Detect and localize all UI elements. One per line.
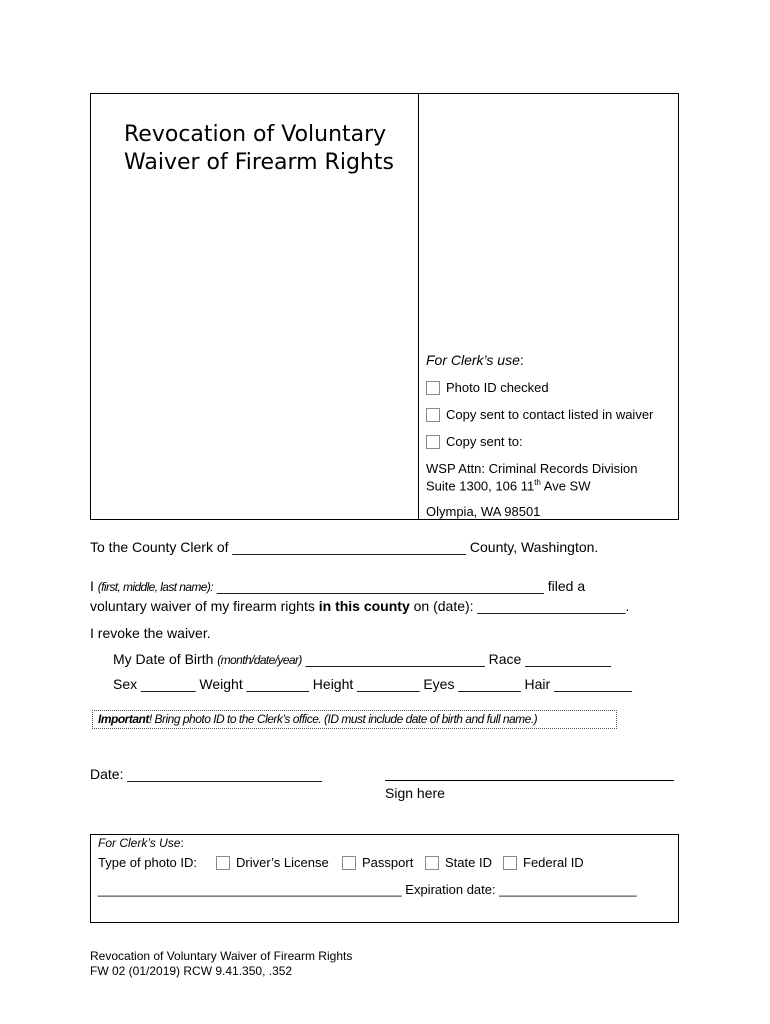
name-prefix: I xyxy=(90,578,98,594)
wsp-address-line2 xyxy=(426,478,590,493)
wsp-address-line2-pre: Suite 1300, 106 11 xyxy=(426,478,535,494)
clerk-box-heading xyxy=(98,836,184,850)
date-field[interactable]: _________________________ xyxy=(127,766,323,782)
waiver-prefix: voluntary waiver of my firearm rights xyxy=(90,598,319,614)
photo-id-type-label: Type of photo ID: xyxy=(98,855,198,870)
copy-sent-contact-label: Copy sent to contact listed in waiver xyxy=(446,407,654,422)
photo-id-checked-checkbox[interactable] xyxy=(426,381,440,395)
date-line xyxy=(90,766,322,782)
dob-hint: (month/date/year) xyxy=(217,653,302,667)
wsp-address-line1: WSP Attn: Criminal Records Division xyxy=(426,461,638,476)
county-name-field[interactable]: ______________________________ xyxy=(232,539,466,555)
passport-label: Passport xyxy=(362,855,414,870)
form-title xyxy=(124,121,394,177)
state-id-checkbox[interactable] xyxy=(425,856,439,870)
dob-line xyxy=(113,651,611,667)
copy-sent-contact-checkbox[interactable] xyxy=(426,408,440,422)
header-divider xyxy=(418,93,419,520)
form-title-line2: Waiver of Firearm Rights xyxy=(124,150,394,175)
drivers-license-checkbox[interactable] xyxy=(216,856,230,870)
photo-id-checked-label: Photo ID checked xyxy=(446,380,549,395)
dob-label: My Date of Birth xyxy=(113,651,218,667)
id-number-field[interactable]: __________________________________________ xyxy=(98,882,402,897)
date-label: Date: xyxy=(90,766,128,782)
filed-text: filed a xyxy=(547,578,586,594)
county-clerk-prefix: To the County Clerk of xyxy=(90,539,233,555)
wsp-address-line2-sup: th xyxy=(534,478,541,487)
waiver-date-field[interactable]: on (date): ___________________. xyxy=(409,598,630,614)
sign-here-label: Sign here xyxy=(385,785,445,801)
wsp-address-line2-post: Ave SW xyxy=(540,478,591,494)
waiver-bold: in this county xyxy=(318,598,410,614)
copy-sent-to-label: Copy sent to: xyxy=(446,434,523,449)
clerk-box-heading-text: For Clerk’s Use xyxy=(98,836,181,850)
clerk-use-heading-text: For Clerk’s use xyxy=(426,352,520,368)
signature-line[interactable] xyxy=(385,780,674,781)
federal-id-checkbox[interactable] xyxy=(503,856,517,870)
id-number-line xyxy=(98,882,637,897)
revoke-statement: I revoke the waiver. xyxy=(90,625,211,641)
county-clerk-line xyxy=(90,539,598,555)
expiration-label: Expiration date: xyxy=(401,882,500,897)
passport-checkbox[interactable] xyxy=(342,856,356,870)
expiration-date-field[interactable]: ___________________ xyxy=(499,882,637,897)
name-hint: (first, middle, last name): xyxy=(97,580,213,594)
clerk-use-heading-colon: : xyxy=(519,352,524,368)
clerk-box-heading-colon: : xyxy=(180,836,184,850)
drivers-license-label: Driver’s License xyxy=(236,855,329,870)
state-id-label: State ID xyxy=(445,855,492,870)
full-name-field[interactable]: __________________________________________ xyxy=(212,578,548,594)
race-field[interactable]: Race ___________ xyxy=(488,651,611,667)
important-text: ! Bring photo ID to the Clerk’s office. (ID must include date of birth and full name.) xyxy=(148,712,538,726)
important-label: Important xyxy=(98,712,149,726)
waiver-line xyxy=(90,598,629,614)
form-title-line1: Revocation of Voluntary xyxy=(124,122,387,147)
name-line xyxy=(90,578,585,594)
wsp-address-line3: Olympia, WA 98501 xyxy=(426,504,541,519)
physical-description-line[interactable]: Sex _______ Weight ________ Height ________ Eyes ________ Hair __________ xyxy=(113,676,632,692)
county-clerk-suffix: County, Washington. xyxy=(466,539,599,555)
clerk-use-heading xyxy=(426,352,524,368)
copy-sent-to-checkbox[interactable] xyxy=(426,435,440,449)
federal-id-label: Federal ID xyxy=(523,855,584,870)
footer-form-number: FW 02 (01/2019) RCW 9.41.350, .352 xyxy=(90,964,293,978)
dob-field[interactable]: _______________________ xyxy=(301,651,489,667)
footer-title: Revocation of Voluntary Waiver of Firearm Rights xyxy=(90,949,353,963)
important-notice xyxy=(92,710,617,729)
